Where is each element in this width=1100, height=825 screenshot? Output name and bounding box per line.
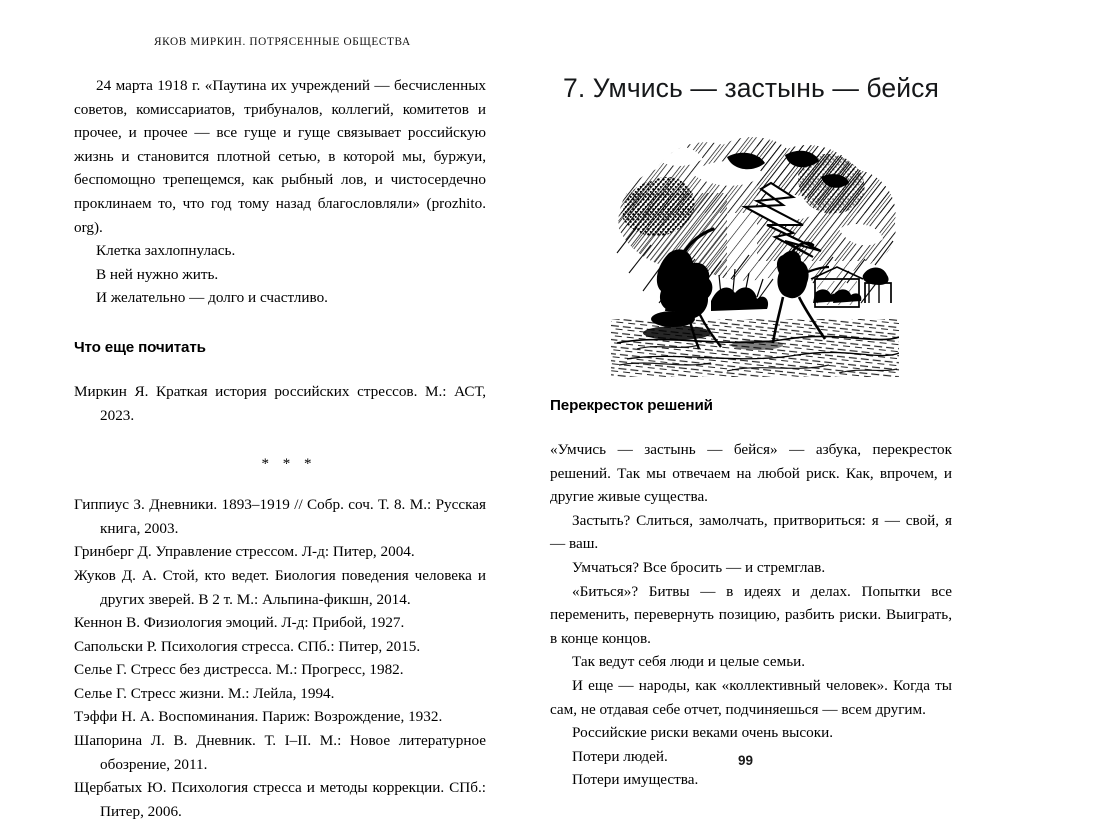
primary-reference: Миркин Я. Краткая история российских стрессов. М.: АСТ, 2023. — [74, 382, 486, 424]
right-page — [550, 0, 1100, 825]
bibliography-item: Селье Г. Стресс жизни. М.: Лейла, 1994. — [74, 684, 335, 702]
spacer — [74, 427, 486, 457]
body-paragraph: Потери людей. — [572, 747, 668, 765]
spacer — [74, 471, 486, 493]
body-paragraph: «Умчись — застынь — бейся» — азбука, перекресток решений. Так мы отвечаем на любой риск. Как, впрочем, и другие живые существа. — [550, 441, 952, 506]
bibliography-item: Гиппиус З. Дневники. 1893–1919 // Собр. соч. Т. 8. М.: Русская книга, 2003. — [74, 496, 486, 537]
body-paragraph: Умчаться? Все бросить — и стремглав. — [572, 558, 826, 576]
bibliography-item: Тэффи Н. А. Воспоминания. Париж: Возрождение, 1932. — [74, 708, 443, 726]
bibliography-item: Щербатых Ю. Психология стресса и методы коррекции. СПб.: Питер, 2006. — [74, 779, 486, 820]
storm-lightning-engraving-illustration — [607, 133, 903, 381]
short-line-3: И желательно — долго и счастливо. — [96, 289, 328, 307]
spacer — [74, 310, 486, 338]
bibliography-item: Селье Г. Стресс без дистресса. М.: Прогресс, 1982. — [74, 661, 404, 679]
quote-paragraph: 24 марта 1918 г. «Паутина их учреждений — бесчисленных советов, комиссариатов, трибуналов, коллегий, комитетов и прочее, и прочее — все гуще и гуще связывает российскую жизнь и становится плотной сетью, в которой мы, буржуи, беспомощно трепещемся, как рыбный лов, и чистосердечно проклинаем то, что год тому назад благословляли» (prozhito. org). — [74, 77, 486, 236]
bibliography-item: Гринберг Д. Управление стрессом. Л-д: Питер, 2004. — [74, 543, 415, 561]
bibliography-item: Сапольски Р. Психология стресса. СПб.: Питер, 2015. — [74, 637, 421, 655]
section-separator: * * * — [261, 456, 317, 473]
short-line-2: В ней нужно жить. — [96, 265, 219, 283]
body-paragraph: Российские риски веками очень высоки. — [572, 724, 834, 742]
right-text-column — [550, 396, 952, 792]
running-head: ЯКОВ МИРКИН. ПОТРЯСЕННЫЕ ОБЩЕСТВА — [154, 36, 411, 48]
bibliography-item: Шапорина Л. В. Дневник. Т. I–II. М.: Новое литературное обозрение, 2011. — [74, 732, 486, 773]
chapter-title: 7. Умчись — застынь — бейся — [563, 73, 939, 103]
page-number: 99 — [738, 753, 754, 768]
spacer — [74, 358, 486, 380]
spacer — [550, 416, 952, 438]
left-text-column — [74, 74, 486, 823]
short-line-1: Клетка захлопнулась. — [96, 242, 236, 260]
bibliography-item: Жуков Д. А. Стой, кто ведет. Биология поведения человека и других зверей. В 2 т. М.: Альпина-фикшн, 2014. — [74, 566, 486, 608]
body-paragraph: «Биться»? Битвы — в идеях и делах. Попытки все переменить, перевернуть позицию, разбить риски. Выиграть, в конце концов. — [550, 582, 952, 647]
bibliography-item: Кеннон В. Физиология эмоций. Л-д: Прибой, 1927. — [74, 614, 405, 632]
body-paragraph: И еще — народы, как «коллективный человек». Когда ты сам, не отдавая себе отчет, подчиняешься — всем другим. — [550, 676, 952, 718]
section-heading: Перекресток решений — [550, 397, 713, 414]
body-paragraph: Застыть? Слиться, замолчать, притвориться: я — свой, я — ваш. — [550, 511, 952, 553]
body-paragraph: Так ведут себя люди и целые семьи. — [572, 653, 806, 671]
body-paragraph: Потери имущества. — [572, 771, 699, 789]
further-reading-heading: Что еще почитать — [74, 338, 206, 356]
